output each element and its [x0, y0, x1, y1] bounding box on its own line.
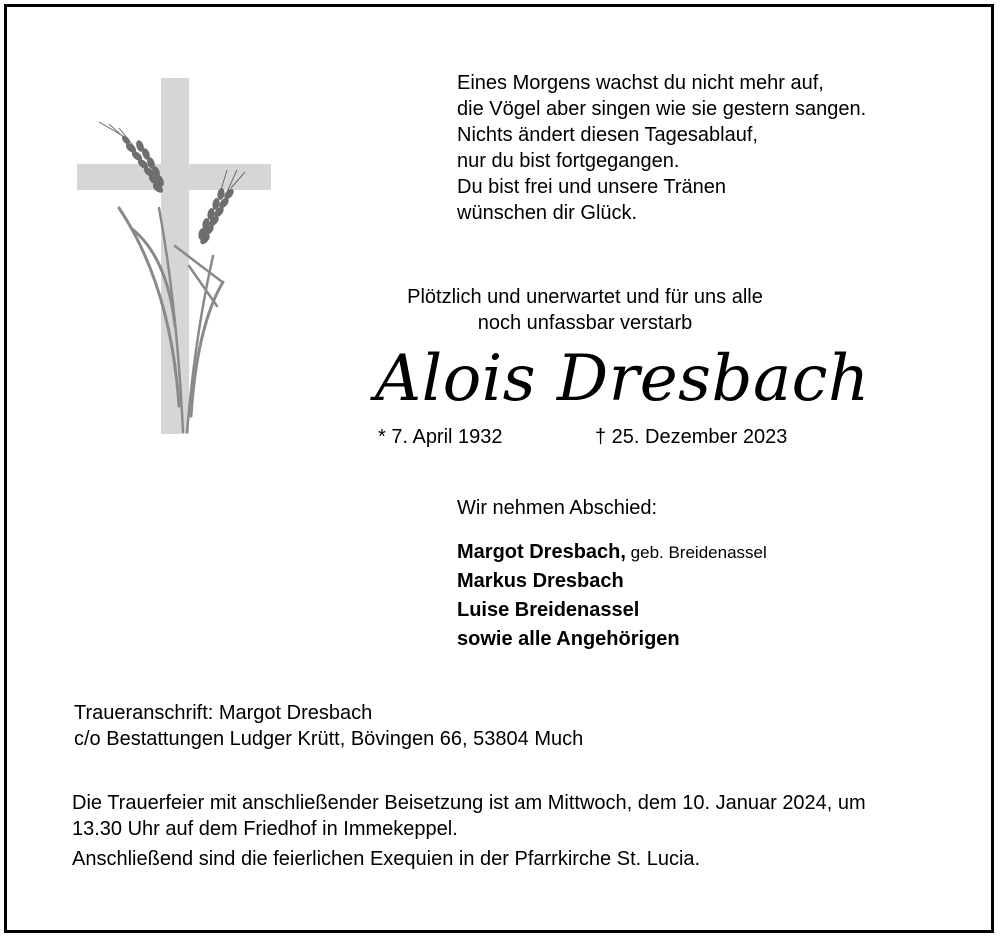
poem-line: Du bist frei und unsere Tränen [457, 176, 727, 198]
birth-date: * 7. April 1932 [378, 426, 503, 448]
family-member-name: Margot Dresbach, [457, 541, 626, 563]
address-line: c/o Bestattungen Ludger Krütt, Bövingen 66, 53804 Much [74, 728, 584, 750]
poem [457, 70, 866, 226]
cross-icon [71, 76, 271, 436]
family-list [457, 538, 767, 654]
intro-line: noch unfassbar verstarb [477, 312, 693, 334]
family-member-name: Luise Breidenassel [457, 599, 640, 621]
deceased-name: Alois Dresbach [375, 342, 870, 416]
family-member [457, 538, 767, 567]
death-date: † 25. Dezember 2023 [595, 426, 788, 448]
family-member-name: sowie alle Angehörigen [457, 628, 680, 650]
poem-line: Nichts ändert diesen Tagesablauf, [457, 124, 758, 146]
ceremony-line: 13.30 Uhr auf dem Friedhof in Immekeppel. [72, 818, 458, 840]
family-member [457, 596, 767, 625]
poem-line: Eines Morgens wachst du nicht mehr auf, [457, 72, 824, 94]
family-member-suffix: geb. Breidenassel [625, 543, 767, 562]
poem-line: nur du bist fortgegangen. [457, 150, 680, 172]
obituary-notice [4, 4, 994, 933]
address-line: Traueranschrift: Margot Dresbach [74, 702, 373, 724]
family-member-name: Markus Dresbach [457, 570, 624, 592]
family-member [457, 625, 767, 654]
mourning-address [74, 700, 583, 752]
poem-line: wünschen dir Glück. [457, 202, 638, 224]
poem-line: die Vögel aber singen wie sie gestern sangen. [457, 98, 867, 120]
exequies-line: Anschließend sind die feierlichen Exequien in der Pfarrkirche St. Lucia. [72, 848, 701, 870]
farewell-heading: Wir nehmen Abschied: [457, 497, 658, 519]
ceremony-info [72, 790, 866, 872]
death-announcement-intro [363, 284, 807, 336]
family-member [457, 567, 767, 596]
cross-with-wheat-illustration [71, 76, 271, 436]
intro-line: Plötzlich und unerwartet und für uns alle [407, 286, 763, 308]
ceremony-line: Die Trauerfeier mit anschließender Beisetzung ist am Mittwoch, dem 10. Januar 2024, um [72, 792, 866, 814]
